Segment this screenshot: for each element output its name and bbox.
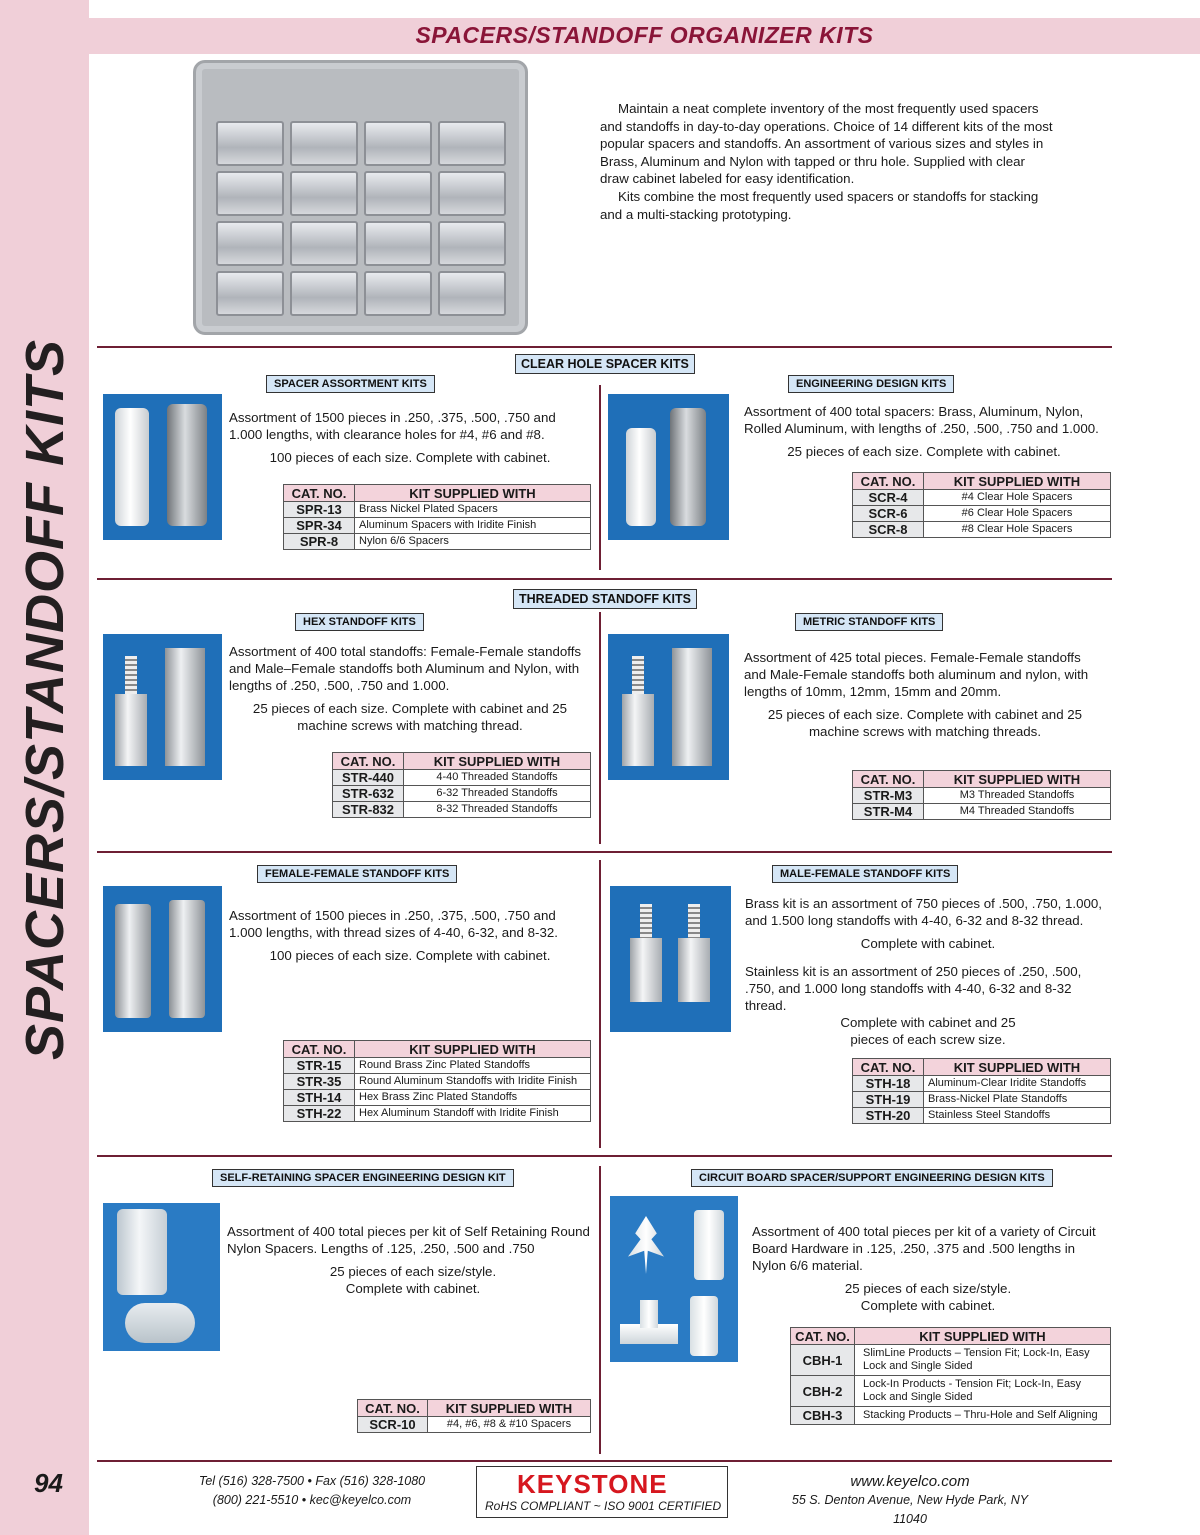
kit-note: Complete with cabinet and 25 pieces of each screw size. xyxy=(840,1015,1016,1047)
hex-standoff xyxy=(115,694,147,766)
drawer xyxy=(290,171,358,216)
drawer xyxy=(290,221,358,266)
column-rule xyxy=(599,1166,601,1454)
title-band xyxy=(89,18,1200,54)
drawer xyxy=(364,271,432,316)
section-rule xyxy=(97,1155,1112,1157)
cabinet-image xyxy=(193,60,528,335)
cat-no: STR-M4 xyxy=(853,804,924,820)
drawer xyxy=(438,171,506,216)
footer-web xyxy=(780,1472,1040,1529)
footer-contact xyxy=(192,1472,432,1510)
footer-email[interactable]: (800) 221-5510 • kec@keyelco.com xyxy=(212,1493,412,1507)
standoff-photo xyxy=(103,886,222,1032)
kit-contents: #6 Clear Hole Spacers xyxy=(924,506,1111,522)
cat-no: SCR-8 xyxy=(853,522,924,538)
table-row xyxy=(853,506,1111,522)
kit-label-circuit-board: CIRCUIT BOARD SPACER/SUPPORT ENGINEERING DESIGN KITS xyxy=(691,1169,1053,1187)
lock-in-support xyxy=(694,1210,724,1280)
table-row xyxy=(284,1090,591,1106)
col-kit: KIT SUPPLIED WITH xyxy=(924,1059,1111,1076)
circuit-support-photo xyxy=(610,1196,738,1362)
drawer xyxy=(364,121,432,166)
kit-desc-text: Assortment of 1500 pieces in .250, .375, .500, .750 and 1.000 lengths, with thread sizes of 4-40, 6-32, and 8-32. xyxy=(229,908,558,940)
kit-contents: Round Aluminum Standoffs with Iridite Finish xyxy=(355,1074,591,1090)
kit-contents: SlimLine Products – Tension Fit; Lock-In, Easy Lock and Single Sided xyxy=(855,1345,1111,1376)
col-cat: CAT. NO. xyxy=(853,771,924,788)
spacer-photo xyxy=(103,394,222,540)
cat-no: STH-18 xyxy=(853,1076,924,1092)
round-standoff xyxy=(115,904,151,1018)
kit-desc-text: Stainless kit is an assortment of 250 pieces of .250, .500, .750, and 1.000 long standoffs with 4-40, 6-32 and 8-32 thread. xyxy=(745,964,1082,1013)
screw-thread xyxy=(125,656,137,696)
cat-no: STH-20 xyxy=(853,1108,924,1124)
cat-no: STH-14 xyxy=(284,1090,355,1106)
screw-thread xyxy=(632,656,644,696)
drawer xyxy=(216,171,284,216)
hex-standoff xyxy=(678,938,710,1002)
drawer xyxy=(438,121,506,166)
col-kit: KIT SUPPLIED WITH xyxy=(855,1328,1111,1345)
drawer xyxy=(438,271,506,316)
kit-note: 25 pieces of each size/style. Complete with cabinet. xyxy=(329,1264,497,1296)
kit-table xyxy=(357,1399,591,1433)
kit-table xyxy=(852,770,1111,820)
col-cat: CAT. NO. xyxy=(791,1328,855,1345)
table-row xyxy=(853,788,1111,804)
table-row xyxy=(284,518,591,534)
kit-contents: #8 Clear Hole Spacers xyxy=(924,522,1111,538)
kit-note: 25 pieces of each size. Complete with cabinet. xyxy=(787,444,1061,459)
hex-standoff xyxy=(672,648,712,766)
section-rule xyxy=(97,851,1112,853)
table-row xyxy=(333,770,591,786)
drawer xyxy=(216,121,284,166)
kit-label-engineering-design: ENGINEERING DESIGN KITS xyxy=(788,375,954,393)
self-retaining-spacer xyxy=(117,1209,167,1295)
drawer xyxy=(290,271,358,316)
kit-contents: 8-32 Threaded Standoffs xyxy=(404,802,591,818)
kit-note: 25 pieces of each size. Complete with cabinet and 25 machine screws with matching thread. xyxy=(252,701,568,733)
kit-contents: M3 Threaded Standoffs xyxy=(924,788,1111,804)
kit-label-female-female: FEMALE-FEMALE STANDOFF KITS xyxy=(257,865,457,883)
col-kit: KIT SUPPLIED WITH xyxy=(355,1041,591,1058)
cat-no: SCR-10 xyxy=(358,1417,428,1433)
kit-desc-text: Assortment of 400 total pieces per kit of a variety of Circuit Board Hardware in .125, .250, .375 and .500 lengths in Nylon 6/6 material. xyxy=(752,1224,1096,1273)
column-rule xyxy=(599,612,601,844)
round-standoff xyxy=(169,900,205,1018)
col-kit: KIT SUPPLIED WITH xyxy=(924,771,1111,788)
kit-note: 25 pieces of each size/style. Complete with cabinet. xyxy=(844,1281,1012,1313)
intro-paragraph: Maintain a neat complete inventory of the most frequently used spacers and standoffs in day-to-day operations. Choice of 14 different kits of the most popular spacers and standoffs. An assortment of various sizes and styles in Brass, Aluminum and Nylon with tapped or thru hole. Supplied with clear draw cabinet labeled for easy identification. xyxy=(600,101,1053,187)
table-row xyxy=(333,786,591,802)
kit-contents: Brass Nickel Plated Spacers xyxy=(355,502,591,518)
kit-table xyxy=(283,484,591,550)
kit-contents: Hex Brass Zinc Plated Standoffs xyxy=(355,1090,591,1106)
kit-table xyxy=(852,472,1111,538)
page-title: SPACERS/STANDOFF ORGANIZER KITS xyxy=(415,22,874,48)
cat-no: SCR-6 xyxy=(853,506,924,522)
kit-label-hex-standoff: HEX STANDOFF KITS xyxy=(295,613,424,631)
table-row xyxy=(284,534,591,550)
cat-no: STH-19 xyxy=(853,1092,924,1108)
table-row xyxy=(284,1058,591,1074)
standoff-photo xyxy=(608,634,729,780)
kit-description xyxy=(752,1223,1104,1314)
stacking-support xyxy=(690,1296,718,1356)
cat-no: STR-15 xyxy=(284,1058,355,1074)
table-row xyxy=(358,1417,591,1433)
kit-label-spacer-assortment: SPACER ASSORTMENT KITS xyxy=(266,375,435,393)
kit-note: Complete with cabinet. xyxy=(860,936,996,951)
kit-table xyxy=(790,1327,1111,1425)
intro-paragraph: Kits combine the most frequently used spacers or standoffs for stacking and a multi-stacking prototyping. xyxy=(600,188,1039,222)
table-row xyxy=(284,1074,591,1090)
kit-contents: Brass-Nickel Plate Standoffs xyxy=(924,1092,1111,1108)
page-number: 94 xyxy=(34,1468,63,1498)
cat-no: STR-440 xyxy=(333,770,404,786)
website-link[interactable]: www.keyelco.com xyxy=(850,1473,970,1490)
drawer xyxy=(216,221,284,266)
kit-contents: Hex Aluminum Standoff with Iridite Finish xyxy=(355,1106,591,1122)
side-title: SPACERS/STANDOFF KITS xyxy=(15,338,75,1060)
kit-contents: 4-40 Threaded Standoffs xyxy=(404,770,591,786)
kit-description xyxy=(744,403,1104,460)
cat-no: CBH-1 xyxy=(791,1345,855,1376)
cat-no: STR-632 xyxy=(333,786,404,802)
cat-no: SPR-13 xyxy=(284,502,355,518)
hex-standoff xyxy=(630,938,662,1002)
cat-no: STR-35 xyxy=(284,1074,355,1090)
kit-desc-text: Assortment of 1500 pieces in .250, .375, .500, .750 and 1.000 lengths, with clearance holes for #4, #6 and #8. xyxy=(229,410,556,442)
kit-table xyxy=(332,752,591,818)
self-retaining-spacer xyxy=(125,1303,195,1343)
kit-contents: 6-32 Threaded Standoffs xyxy=(404,786,591,802)
col-cat: CAT. NO. xyxy=(284,485,355,502)
cat-no: CBH-2 xyxy=(791,1376,855,1407)
kit-note: 100 pieces of each size. Complete with cabinet. xyxy=(269,450,551,465)
kit-description xyxy=(745,895,1111,1048)
col-kit: KIT SUPPLIED WITH xyxy=(355,485,591,502)
kit-description xyxy=(227,1223,599,1297)
cat-no: SPR-8 xyxy=(284,534,355,550)
kit-description xyxy=(229,409,591,466)
table-row xyxy=(791,1345,1111,1376)
kit-table xyxy=(283,1040,591,1122)
table-row xyxy=(853,1076,1111,1092)
screw-thread xyxy=(688,904,700,940)
drawer xyxy=(438,221,506,266)
kit-contents: Stainless Steel Standoffs xyxy=(924,1108,1111,1124)
kit-contents: M4 Threaded Standoffs xyxy=(924,804,1111,820)
cat-no: STR-832 xyxy=(333,802,404,818)
kit-description xyxy=(229,907,591,964)
drawer xyxy=(290,121,358,166)
spacer-photo xyxy=(608,394,729,540)
drawer xyxy=(216,271,284,316)
table-row xyxy=(284,1106,591,1122)
table-row xyxy=(853,804,1111,820)
table-row xyxy=(853,1092,1111,1108)
kit-label-self-retaining: SELF-RETAINING SPACER ENGINEERING DESIGN KIT xyxy=(212,1169,514,1187)
hex-standoff xyxy=(165,648,205,766)
kit-description xyxy=(744,649,1106,740)
table-row xyxy=(853,490,1111,506)
cat-no: STR-M3 xyxy=(853,788,924,804)
column-rule xyxy=(599,860,601,1148)
kit-desc-text: Assortment of 400 total pieces per kit of Self Retaining Round Nylon Spacers. Lengths of .125, .250, .500 and .750 xyxy=(227,1224,590,1256)
keystone-logo: KEYSTONE xyxy=(517,1469,668,1499)
nylon-spacer xyxy=(115,408,149,526)
standoff-photo xyxy=(610,886,731,1032)
table-row xyxy=(853,1108,1111,1124)
kit-contents: #4 Clear Hole Spacers xyxy=(924,490,1111,506)
kit-desc-text: Brass kit is an assortment of 750 pieces of .500, .750, 1.000, and 1.500 long standoffs with 4-40, 6-32 and 8-32 thread. xyxy=(745,896,1103,928)
standoff-photo xyxy=(103,634,222,780)
cat-no: SPR-34 xyxy=(284,518,355,534)
kit-label-metric-standoff: METRIC STANDOFF KITS xyxy=(795,613,943,631)
kit-label-male-female: MALE-FEMALE STANDOFF KITS xyxy=(772,865,958,883)
section-rule xyxy=(97,1460,1112,1462)
kit-contents: #4, #6, #8 & #10 Spacers xyxy=(428,1417,591,1433)
col-cat: CAT. NO. xyxy=(333,753,404,770)
col-kit: KIT SUPPLIED WITH xyxy=(428,1400,591,1417)
table-row xyxy=(284,502,591,518)
keystone-logo-box xyxy=(476,1466,728,1518)
col-kit: KIT SUPPLIED WITH xyxy=(404,753,591,770)
metal-spacer xyxy=(670,408,706,526)
col-cat: CAT. NO. xyxy=(853,473,924,490)
footer-phone: Tel (516) 328-7500 • Fax (516) 328-1080 xyxy=(198,1474,426,1488)
kit-table xyxy=(852,1058,1111,1124)
section-rule xyxy=(97,346,1112,348)
column-rule xyxy=(599,385,601,570)
metal-spacer xyxy=(167,404,207,526)
col-kit: KIT SUPPLIED WITH xyxy=(924,473,1111,490)
spacer-photo xyxy=(103,1203,220,1351)
tension-fit-support xyxy=(628,1216,664,1274)
section-label-threaded: THREADED STANDOFF KITS xyxy=(513,589,697,609)
cat-no: CBH-3 xyxy=(791,1407,855,1425)
kit-desc-text: Assortment of 400 total spacers: Brass, Aluminum, Nylon, Rolled Aluminum, with lengths of .250, .500, .750 and 1.000. xyxy=(744,404,1099,436)
col-cat: CAT. NO. xyxy=(284,1041,355,1058)
drawer xyxy=(364,221,432,266)
section-rule xyxy=(97,578,1112,580)
single-sided-support xyxy=(640,1300,658,1328)
table-row xyxy=(333,802,591,818)
kit-contents: Stacking Products – Thru-Hole and Self Aligning xyxy=(855,1407,1111,1425)
col-cat: CAT. NO. xyxy=(853,1059,924,1076)
kit-desc-text: Assortment of 425 total pieces. Female-Female standoffs and Male-Female standoffs both aluminum and nylon, with lengths of 10mm, 12mm, 15mm and 20mm. xyxy=(744,650,1089,699)
kit-contents: Aluminum-Clear Iridite Standoffs xyxy=(924,1076,1111,1092)
table-row xyxy=(791,1407,1111,1425)
kit-contents: Round Brass Zinc Plated Standoffs xyxy=(355,1058,591,1074)
certification-text: RoHS COMPLIANT ~ ISO 9001 CERTIFIED xyxy=(485,1499,722,1513)
footer-address: 55 S. Denton Avenue, New Hyde Park, NY 11040 xyxy=(791,1493,1029,1526)
intro-text xyxy=(600,100,1055,223)
section-label-clear-hole: CLEAR HOLE SPACER KITS xyxy=(515,354,695,374)
kit-contents: Aluminum Spacers with Iridite Finish xyxy=(355,518,591,534)
drawer xyxy=(364,171,432,216)
kit-note: 25 pieces of each size. Complete with cabinet and 25 machine screws with matching threads. xyxy=(767,707,1083,739)
table-row xyxy=(791,1376,1111,1407)
kit-note: 100 pieces of each size. Complete with cabinet. xyxy=(269,948,551,963)
screw-thread xyxy=(640,904,652,940)
cat-no: SCR-4 xyxy=(853,490,924,506)
kit-contents: Lock-In Products - Tension Fit; Lock-In, Easy Lock and Single Sided xyxy=(855,1376,1111,1407)
kit-description xyxy=(229,643,591,734)
table-row xyxy=(853,522,1111,538)
nylon-spacer xyxy=(626,428,656,526)
col-cat: CAT. NO. xyxy=(358,1400,428,1417)
hex-standoff xyxy=(622,694,654,766)
kit-desc-text: Assortment of 400 total standoffs: Female-Female standoffs and Male–Female standoffs both Aluminum and Nylon, with lengths of .250, .500, .750 and 1.000. xyxy=(229,644,582,693)
kit-contents: Nylon 6/6 Spacers xyxy=(355,534,591,550)
cat-no: STH-22 xyxy=(284,1106,355,1122)
